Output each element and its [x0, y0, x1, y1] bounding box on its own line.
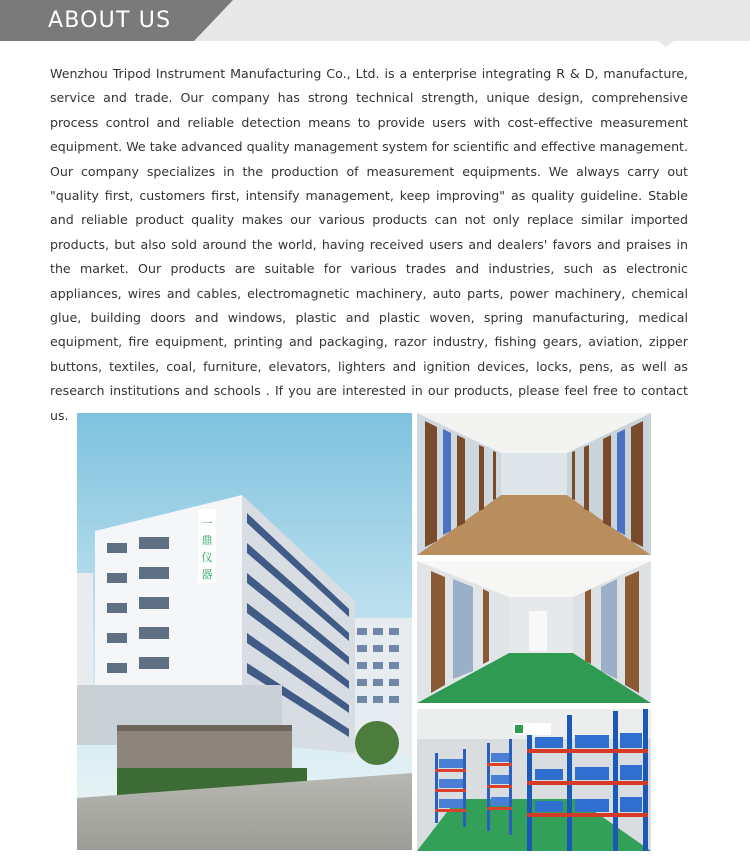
factory-building-photo [77, 413, 412, 850]
building-sign-char-1: 一 [201, 517, 213, 530]
company-introduction: Wenzhou Tripod Instrument Manufacturing Co., Ltd. is a enterprise integrating R & D, manufacture, service and trade. Our company has strong technical strength, unique design, comprehensive process control and reliable detection means to provide users with cost-effective measurement equipment. We take advanced quality management system for scientific and effective management. Our company specializes in the production of measurement equipments. We always carry out "quality first, customers first, intensify management, keep improving" as quality guideline. Stable and reliable product quality makes our various products can not only replace similar imported products, but also sold around the world, having received users and dealers' favors and praises in the market. Our products are suitable for various trades and industries, such as electronic appliances, wires and cables, electromagnetic machinery, auto parts, power machinery, chemical glue, building doors and windows, plastic and plastic woven, spring manufacturing, medical equipment, fire equipment, printing and packaging, razor industry, fishing gears, aviation, zipper buttons, textiles, coal, furniture, elevators, lighters and ignition devices, locks, pens, as well as research institutions and schools . If you are interested in our products, please feel free to contact us. [50, 66, 688, 423]
building-sign-char-3: 仪 [201, 551, 213, 564]
corridor-photo-1 [417, 413, 651, 555]
corridor-photo-2 [417, 561, 651, 703]
section-title: ABOUT US [48, 8, 172, 33]
header-notch [658, 41, 674, 47]
building-sign-char-2: 鼎 [201, 534, 213, 547]
warehouse-photo [417, 709, 651, 851]
building-sign-char-4: 器 [201, 568, 213, 581]
